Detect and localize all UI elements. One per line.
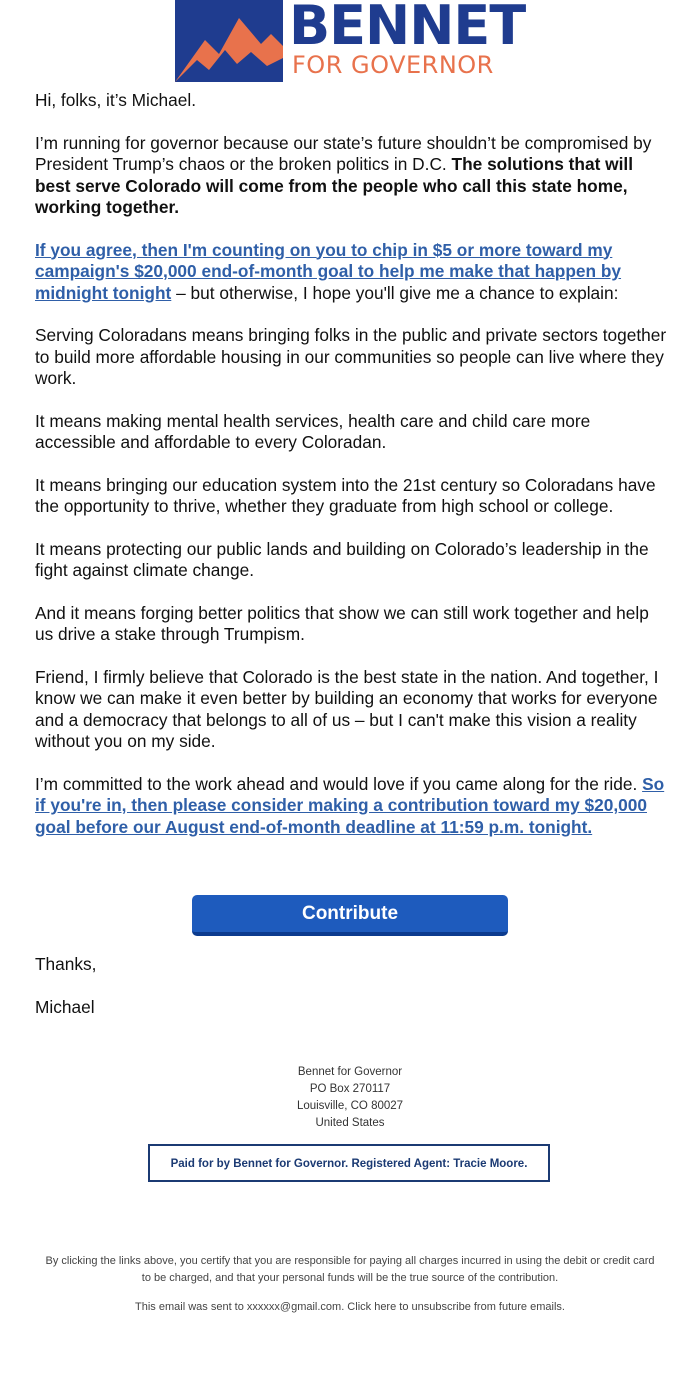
contribute-button[interactable]: Contribute [192,895,508,936]
unsubscribe-line[interactable]: This email was sent to xxxxxx@gmail.com. Click here to unsubscribe from future emails. [135,1301,565,1313]
paragraph-health: It means making mental health services, health care and child care more accessible and affordable to every Coloradan. [35,410,591,452]
address-country: United States [315,1117,385,1129]
contribute-button-wrap [192,895,508,937]
paragraph-politics: And it means forging better politics that show we can still work together and help us drive a stake through Trumpism. [35,602,649,644]
campaign-logo[interactable] [175,0,535,84]
legal-footer [40,1253,660,1328]
mailing-address [0,1064,700,1132]
thanks-text: Thanks, [35,954,97,974]
signature: Michael [35,996,95,1017]
paragraph-colorado: Friend, I firmly believe that Colorado is the best state in the nation. And together, I know we can make it even better by building an economy that works for everyone and a democracy that belongs to all of us – but I can't make this vision a reality without you on my side. [35,666,659,751]
donate-link-1[interactable]: If you agree, then I'm counting on you to chip in $5 or more toward my campaign's $20,000 end-of-month goal to help me make that happen by midnight tonight [35,239,622,303]
email-body [35,90,669,859]
intro-bold: The solutions that will best serve Colorado will come from the people who call this state home, working together. [35,154,633,217]
address-po-box: PO Box 270117 [309,1083,391,1095]
address-org: Bennet for Governor [297,1066,403,1078]
paragraph-closing [35,774,669,839]
signoff [35,954,96,1039]
paragraph-housing: Serving Coloradans means bringing folks in the public and private sectors together to build more affordable housing in our communities so people can live where they work. [35,325,667,388]
closing-text: I’m committed to the work ahead and would love if you came along for the ride. [35,773,643,794]
colorado-mountain-icon [175,0,283,82]
ask-text: – but otherwise, I hope you'll give me a chance to explain: [171,282,619,303]
logo-subtitle: FOR GOVERNOR [292,51,494,79]
donate-link-2[interactable]: So if you're in, then please consider making a contribution toward my $20,000 goal before our August end-of-month deadline at 11:59 p.m. tonight. [35,773,665,837]
paragraph-ask [35,240,669,305]
legal-certification: By clicking the links above, you certify that you are responsible for paying all charges incurred in using the debit or credit card to be charged, and that your personal funds will be the true source of the contribution. [45,1255,655,1284]
greeting: Hi, folks, it’s Michael. [35,90,197,110]
paragraph-education: It means bringing our education system into the 21st century so Coloradans have the opportunity to thrive, whether they graduate from high school or college. [35,474,656,516]
paid-for-disclaimer: Paid for by Bennet for Governor. Registered Agent: Tracie Moore. [148,1144,550,1182]
intro-text: I’m running for governor because our state’s future shouldn’t be compromised by President Trump’s chaos or the broken politics in D.C. [35,132,652,174]
paragraph-lands: It means protecting our public lands and building on Colorado’s leadership in the fight against climate change. [35,538,649,580]
logo-name: BENNET [289,0,526,57]
paragraph-intro [35,133,669,219]
address-city: Louisville, CO 80027 [296,1100,404,1112]
